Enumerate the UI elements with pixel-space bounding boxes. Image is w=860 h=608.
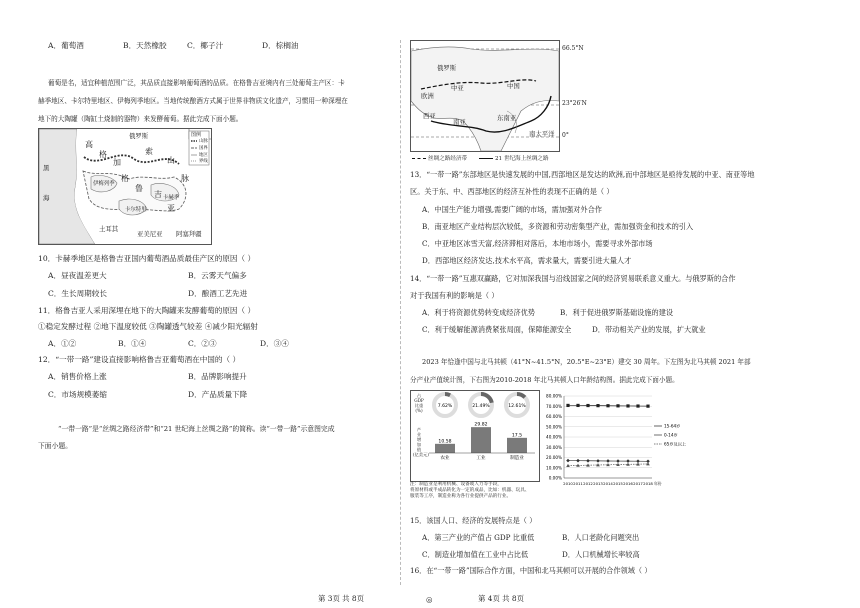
gdp-axis-label: 占 GDP 比重 (%) <box>414 393 424 413</box>
y-tick-label: 70.00% <box>546 403 562 409</box>
industry-chart <box>410 390 540 482</box>
y-tick-label: 20.00% <box>546 455 562 460</box>
q13-option-a: A．中国生产能力增强,需要广阔的市场，需加强对外合作 <box>422 205 602 214</box>
x-tick-label: 2014 <box>603 481 613 486</box>
x-tick-label: 2016 <box>623 481 633 486</box>
value-axis-label: 产 业 增 加 值 (亿美元) <box>413 427 429 457</box>
map1-imereti: 伊梅列季 <box>93 181 115 187</box>
page-divider <box>400 40 401 585</box>
value-bar <box>471 427 491 453</box>
x-tick-label: 2013 <box>593 481 603 486</box>
map1-shan: 山 <box>167 156 175 165</box>
q14-stem-line-2: 对于我国有利的影响是（ ） <box>410 291 499 300</box>
map2-lat-equator: 0° <box>562 132 569 139</box>
map1-gao: 高 <box>85 140 93 149</box>
series-point <box>566 404 569 407</box>
map1-legend-title: 图例 <box>191 132 202 138</box>
passage-3-line-1: 2023 年恰逢中国与北马其顿（41°N~41.5°N，20.5°E~23°E）建交 30 周年。下左图为北马其顿 2021 年部 <box>422 358 751 366</box>
series-point <box>576 404 579 407</box>
q10-option-d: D．酿酒工艺先进 <box>188 289 248 298</box>
map2-europe: 欧洲 <box>421 92 434 100</box>
passage-2-line-2: 下面小题。 <box>38 442 72 450</box>
legend-label: 0-14岁 <box>664 432 678 438</box>
map2-lat-tropic: 23°26′N <box>562 100 587 107</box>
gdp-share-label: 21.49% <box>472 404 490 409</box>
series-point <box>586 459 590 463</box>
y-tick-label: 10.00% <box>546 465 562 471</box>
y-tick-label: 0.00% <box>548 475 562 481</box>
q13-option-c: C．中亚地区冰雪天富,经济滞相对落后，本地市场小，需要寻求外部市场 <box>422 239 653 248</box>
q15-option-b: B．人口老龄化问题突出 <box>562 533 640 542</box>
q13-stem-line-1: 13．“一带一路”东部地区是快速发展的中国,西部地区是发达的欧洲,而中部地区是亟待发展的中亚、南亚等地 <box>410 170 755 179</box>
q13-option-d: D．西部地区经济发达,技术水平高，需求量大，需要引进大量人才 <box>422 256 632 265</box>
series-point <box>596 404 599 407</box>
q11-option-c: C．②③ <box>188 339 217 348</box>
y-tick-label: 80.00% <box>546 393 562 399</box>
y-tick-label: 30.00% <box>546 444 562 450</box>
map2-legend <box>412 154 549 162</box>
q12-option-d: D．产品质量下降 <box>188 390 248 399</box>
map2-legend-silk: 丝绸之路经济带 <box>428 156 468 162</box>
map1-sea-2: 海 <box>43 194 50 202</box>
series-point <box>606 459 610 463</box>
x-tick-label: 2017 <box>633 481 643 486</box>
belt-road-map <box>410 40 560 152</box>
q14-option-a: A．利于将资源优势转变成经济优势 <box>422 308 536 317</box>
gdp-share-label: 12.61% <box>508 404 526 409</box>
q15-option-c: C．制造业增加值在工业中占比低 <box>422 550 529 559</box>
series-point <box>626 459 630 463</box>
map2-russia: 俄罗斯 <box>437 64 457 72</box>
map1-legend-region: 地区 <box>199 153 208 158</box>
map1-mai: 脉 <box>181 174 189 183</box>
population-chart <box>540 390 690 498</box>
q9-option-a: A．葡萄酒 <box>48 41 84 50</box>
map1-legend-border: 国界 <box>199 146 208 151</box>
series-point <box>576 459 580 463</box>
q14-option-b: B．利于促进俄罗斯基础设施的建设 <box>560 308 674 317</box>
series-point <box>596 459 600 463</box>
legend-label: 65岁及以上 <box>664 441 687 447</box>
map1-kartli: 卡尔特里 <box>125 207 147 213</box>
q16-stem: 16．在“一带一路”国际合作方面，中国和北马其顿可以开展的合作领域（ ） <box>410 566 652 575</box>
map2-south-asia: 南亚 <box>453 118 466 126</box>
series-point <box>586 404 589 407</box>
q10-stem: 10．卡赫季地区是格鲁吉亚国内葡萄酒品质最佳产区的原因（ ） <box>38 254 256 263</box>
q13-stem-line-2: 区。关于东、中、西部地区的经济互补性的表现不正确的是（ ） <box>410 187 614 196</box>
series-point <box>616 459 620 463</box>
map2-china: 中国 <box>507 82 520 90</box>
q10-option-c: C．生长周期较长 <box>48 289 107 298</box>
passage-1-line-3: 地下的大陶罐（陶缸土烧制的器物）来发酵葡萄。据此完成下面小题。 <box>38 115 243 123</box>
map1-legend-river: 界线 <box>199 159 208 164</box>
map2-se-asia: 东南亚 <box>497 114 517 122</box>
footer-mark: ◎ <box>426 595 433 604</box>
map1-jia: 加 <box>113 158 121 167</box>
x-axis-suffix: 年份 <box>654 481 662 486</box>
q9-option-c: C．椰子汁 <box>187 41 224 50</box>
map1-russia: 俄罗斯 <box>129 132 149 140</box>
passage-1-line-1: 葡萄是名，适宜种植范围广泛，其品质直接影响葡萄酒的品质。在格鲁吉亚境内有三处葡萄主产区：卡 <box>48 79 345 87</box>
footer-page-4: 第 4页 共 8页 <box>478 594 525 603</box>
value-label: 29.82 <box>474 422 488 428</box>
industry-note: 注：制造业是利用机械、设备或人力等手段， 将原材料或半成品转化为一定的成品，比如：机器、玩具、 服装等工序，制造业称为各行业提供产品的行业。 <box>410 482 530 499</box>
map1-kakheti: 卡赫季 <box>163 195 180 201</box>
q12-option-b: B．品牌影响提升 <box>188 372 247 381</box>
map1-sea-1: 黑 <box>43 164 50 172</box>
passage-2-line-1: “一带一路”是“丝绸之路经济带”和“21 世纪海上丝绸之路”的简称。读“一带一路”示意图完成 <box>58 425 335 433</box>
series-point <box>646 405 649 408</box>
passage-1-line-2: 赫季地区、卡尔特里地区、伊梅列季地区。当地传统酿酒方式属于世界非物质文化遗产，习惯用一种深埋在 <box>38 97 348 105</box>
x-tick-label: 2012 <box>583 481 593 486</box>
q15-stem: 15．该国人口、经济的发展特点是（ ） <box>410 516 537 525</box>
x-tick-label: 2010 <box>563 481 573 486</box>
x-tick-label: 2011 <box>573 481 583 486</box>
map1-azerbaijan: 阿塞拜疆 <box>176 230 202 238</box>
georgia-map-svg <box>39 129 211 244</box>
q10-option-a: A．昼夜温差更大 <box>48 271 107 280</box>
map1-ya: 亚 <box>167 204 175 213</box>
category-label: 农业 <box>440 456 450 461</box>
value-bar <box>507 438 527 453</box>
map2-legend-maritime: 21 世纪海上丝绸之路 <box>494 156 549 162</box>
q12-option-a: A．销售价格上涨 <box>48 372 107 381</box>
q11-stem: 11．格鲁吉亚人采用深埋在地下的大陶罐来发酵葡萄的原因（ ） <box>38 306 256 315</box>
q12-stem: 12．“一带一路”建设直接影响格鲁吉亚葡萄酒在中国的（ ） <box>38 355 241 364</box>
category-label: 制造业 <box>510 456 524 461</box>
map1-legend-mountain: 山脉 <box>199 139 208 144</box>
y-tick-label: 50.00% <box>546 424 562 430</box>
q15-option-d: D．人口机械增长率较高 <box>562 550 640 559</box>
footer-page-3: 第 3页 共 8页 <box>318 594 365 603</box>
map2-south-pacific: 南太平洋 <box>529 130 555 138</box>
industry-chart-svg <box>427 391 537 461</box>
q10-option-b: B．云雾天气偏多 <box>188 271 247 280</box>
q15-option-a: A．第三产业的产值占 GDP 比重低 <box>422 533 535 542</box>
series-point <box>636 404 639 407</box>
georgia-map <box>38 128 212 245</box>
q11-option-a: A．①② <box>48 339 77 348</box>
series-point <box>566 459 570 463</box>
x-tick-label: 2015 <box>613 481 623 486</box>
q13-option-b: B．南亚地区产业结构层次较低，多资源和劳动密集型产业，需加强资金和技术的引入 <box>422 222 694 231</box>
series-point <box>626 404 629 407</box>
map1-suo: 索 <box>145 147 153 156</box>
series-point <box>606 404 609 407</box>
map1-ji: 吉 <box>154 190 162 199</box>
legend-label: 15-64岁 <box>664 423 681 429</box>
q14-option-d: D．带动相关产业的发展，扩大就业 <box>592 325 706 334</box>
x-tick-label: 2018 <box>643 481 653 486</box>
q11-option-d: D．③④ <box>260 339 289 348</box>
population-chart-svg <box>540 390 690 498</box>
y-tick-label: 60.00% <box>546 414 562 419</box>
category-label: 工业 <box>476 456 486 461</box>
value-label: 10.58 <box>438 439 452 445</box>
y-tick-label: 40.00% <box>546 434 562 440</box>
q14-stem-line-1: 14．“一带一路”互惠双赢路，它对加深我国与沿线国家之间的经济贸易联系意义重大。与俄罗斯的合作 <box>410 274 736 283</box>
q9-option-d: D．棕榈油 <box>262 41 299 50</box>
series-point <box>616 404 619 407</box>
passage-3-line-2: 分产业产值统计图，下右图为2010-2018 年北马其顿人口年龄结构图。据此完成下面小题。 <box>410 376 679 384</box>
map1-turkey: 土耳其 <box>99 225 119 233</box>
q11-option-b: B．①④ <box>118 339 147 348</box>
map1-armenia: 亚美尼亚 <box>137 230 163 238</box>
map1-ge2: 格 <box>121 174 129 183</box>
q14-option-c: C．利于缓解能源消费紧张局面，保障能源安全 <box>422 325 572 334</box>
value-label: 17.5 <box>511 433 523 439</box>
map2-central-asia: 中亚 <box>451 84 464 92</box>
q12-option-c: C．市场规模萎缩 <box>48 390 107 399</box>
q11-items: ①稳定发酵过程 ②地下温度较低 ③陶罐透气较差 ④减少阳光辐射 <box>38 322 258 331</box>
gdp-share-label: 7.62% <box>437 404 453 409</box>
map2-west-asia: 西亚 <box>423 112 436 120</box>
value-bar <box>435 444 455 453</box>
map2-lat-arctic: 66.5°N <box>562 45 584 52</box>
map1-lu: 鲁 <box>135 184 143 193</box>
map1-ge: 格 <box>99 150 107 159</box>
q9-option-b: B．天然橡胶 <box>123 41 167 50</box>
